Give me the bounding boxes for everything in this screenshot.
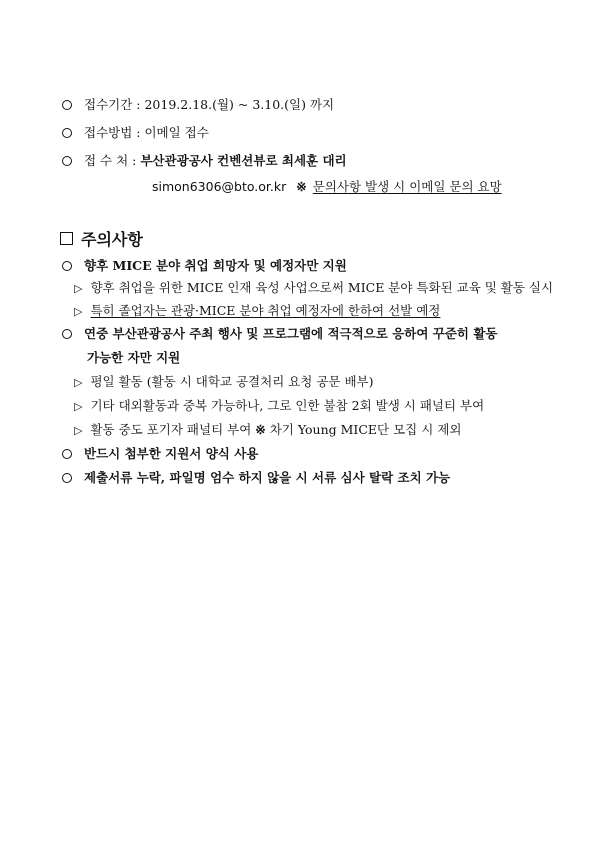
note-1-sub-1-text: 향후 취업을 위한 MICE 인재 육성 사업으로써 MICE 분야 특화된 교육 및 활동 실시 xyxy=(90,280,554,295)
email-row xyxy=(152,178,502,196)
note-2-sub-3-detail: 차기 Young MICE단 모집 시 제외 xyxy=(269,422,462,437)
note-2-sub-3-text: 활동 중도 포기자 패널티 부여 xyxy=(90,422,252,437)
note-1-sub-2 xyxy=(74,302,440,321)
circle-bullet-icon xyxy=(62,100,72,110)
email-address: simon6306@bto.or.kr xyxy=(152,179,287,194)
triangle-bullet-icon: ▷ xyxy=(74,400,83,413)
note-4 xyxy=(62,469,450,487)
note-3-text: 반드시 첨부한 지원서 양식 사용 xyxy=(84,446,259,461)
section-title: 주의사항 xyxy=(81,230,143,249)
note-1 xyxy=(62,257,347,275)
circle-bullet-icon xyxy=(62,156,72,166)
note-2-sub-2 xyxy=(74,397,484,416)
method-value: 이메일 접수 xyxy=(144,125,209,140)
note-2-sub-3 xyxy=(74,421,461,440)
circle-bullet-icon xyxy=(62,329,72,339)
period-value: 2019.2.18.(월) ~ 3.10.(일) 까지 xyxy=(144,97,335,112)
email-note: 문의사항 발생 시 이메일 문의 요망 xyxy=(312,179,502,194)
method-label: 접수방법 : xyxy=(84,125,141,140)
triangle-bullet-icon: ▷ xyxy=(74,305,83,318)
contact-row xyxy=(62,152,347,170)
note-2-sub-2-text: 기타 대외활동과 중복 가능하나, 그로 인한 불참 2회 발생 시 패널티 부여 xyxy=(90,398,485,413)
note-1-text: 향후 MICE 분야 취업 희망자 및 예정자만 지원 xyxy=(84,258,347,273)
note-2-text-line-2: 가능한 자만 지원 xyxy=(87,350,181,365)
circle-bullet-icon xyxy=(62,128,72,138)
note-1-sub-1 xyxy=(74,279,553,298)
note-2-text-line-1: 연중 부산관광공사 주최 행사 및 프로그램에 적극적으로 응하여 꾸준히 활동 xyxy=(84,326,498,341)
note-4-text: 제출서류 누락, 파일명 엄수 하지 않을 시 서류 심사 탈락 조치 가능 xyxy=(84,470,451,485)
note-2 xyxy=(62,325,498,343)
triangle-bullet-icon: ▷ xyxy=(74,424,83,437)
circle-bullet-icon xyxy=(62,261,72,271)
contact-value: 부산관광공사 컨벤션뷰로 최세훈 대리 xyxy=(140,153,347,168)
triangle-bullet-icon: ▷ xyxy=(74,376,83,389)
note-3 xyxy=(62,445,258,463)
note-2-sub-3-mark: ※ xyxy=(255,422,266,437)
note-2-sub-1-text: 평일 활동 (활동 시 대학교 공결처리 요청 공문 배부) xyxy=(90,374,374,389)
period-label: 접수기간 : xyxy=(84,97,141,112)
method-row xyxy=(62,124,209,142)
circle-bullet-icon xyxy=(62,449,72,459)
note-1-sub-2-text: 특히 졸업자는 관광·MICE 분야 취업 예정자에 한하여 선발 예정 xyxy=(90,303,441,318)
note-mark: ※ xyxy=(296,179,307,194)
period-row xyxy=(62,96,334,114)
note-2-sub-1 xyxy=(74,373,374,392)
section-heading xyxy=(60,229,143,251)
note-2-continuation xyxy=(87,349,180,367)
square-bullet-icon xyxy=(60,232,73,245)
triangle-bullet-icon: ▷ xyxy=(74,282,83,295)
circle-bullet-icon xyxy=(62,473,72,483)
contact-label: 접 수 처 : xyxy=(84,153,137,168)
